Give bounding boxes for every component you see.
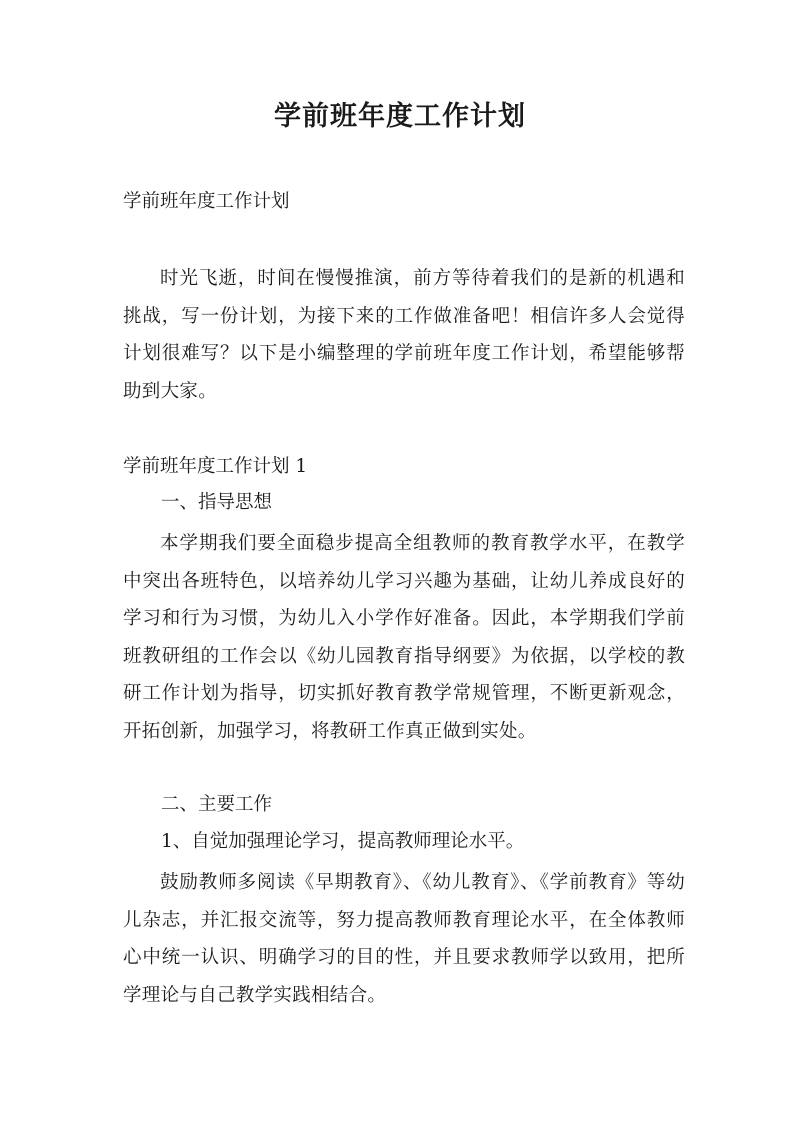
guiding-ideology-paragraph: 本学期我们要全面稳步提高全组教师的教育教学水平，在教学中突出各班特色，以培养幼儿学习兴趣为基础，让幼儿养成良好的学习和行为习惯，为幼儿入小学作好准备。因此，本学期我们学前班教研组的工作会以《幼儿园教育指导纲要》为依据，以学校的教研工作计划为指导，切实抓好教育教学常规管理，不断更新观念，开拓创新，加强学习，将教研工作真正做到实处。 (123, 533, 685, 742)
heading-guiding-ideology: 一、指导思想 (161, 492, 273, 513)
intro-paragraph: 时光飞逝，时间在慢慢推演，前方等待着我们的是新的机遇和挑战，写一份计划，为接下来的工作做准备吧！相信许多人会觉得计划很难写？以下是小编整理的学前班年度工作计划，希望能够帮助到大家。 (123, 268, 685, 402)
document-subtitle: 学前班年度工作计划 (123, 191, 290, 212)
section-title: 学前班年度工作计划 1 (123, 456, 308, 477)
theory-study-paragraph: 鼓励教师多阅读《早期教育》、《幼儿教育》、《学前教育》等幼儿杂志，并汇报交流等，努力提高教师教育理论水平，在全体教师心中统一认识、明确学习的目的性，并且要求教师学以致用，把所学理论与自己教学实践相结合。 (123, 872, 685, 1006)
main-work-item-1: 1、自觉加强理论学习，提高教师理论水平。 (161, 831, 525, 852)
heading-main-work: 二、主要工作 (161, 794, 273, 815)
document-title: 学前班年度工作计划 (274, 101, 526, 132)
